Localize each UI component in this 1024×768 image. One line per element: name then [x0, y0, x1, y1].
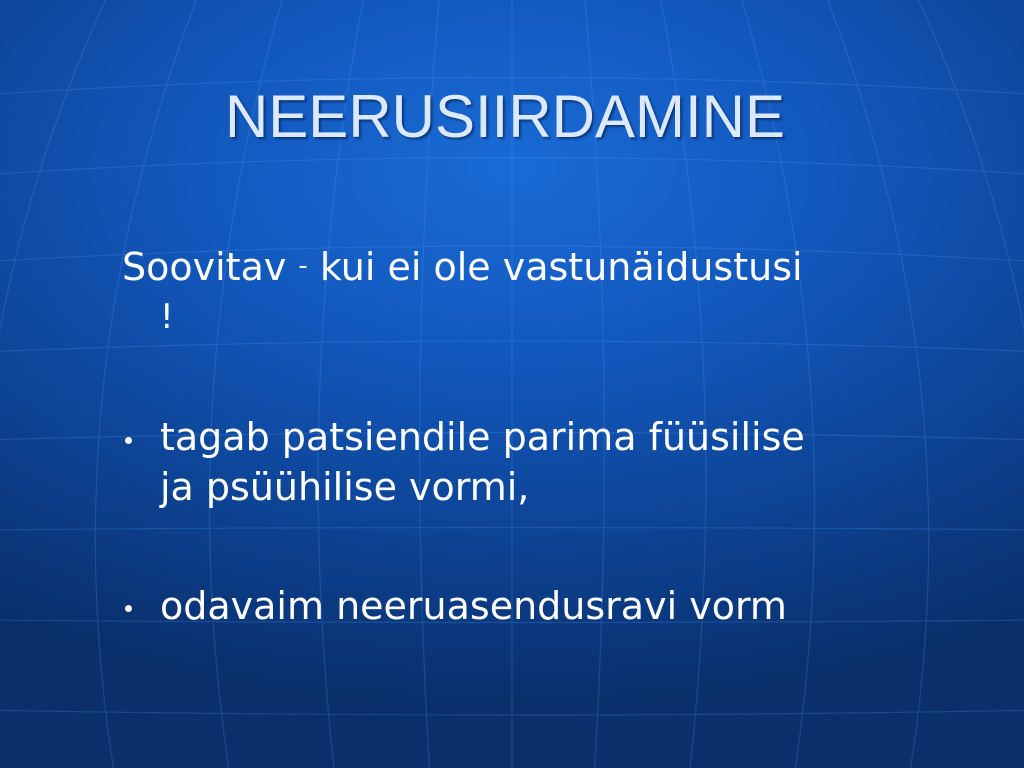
lead-exclamation: ! — [160, 297, 174, 337]
bullet-1-line-1: tagab patsiendile parima füüsilise — [160, 415, 805, 459]
lead-text-part-1: Soovitav — [122, 245, 299, 289]
lead-text-part-2: kui ei ole vastunäidustusi — [307, 245, 803, 289]
slide-title: NEERUSIIRDAMINE — [224, 83, 786, 150]
bullet-dot-icon — [125, 437, 132, 444]
bullet-dot-icon — [125, 605, 132, 612]
lead-dash: - — [298, 251, 308, 281]
bullet-2-line-1: odavaim neeruasendusravi vorm — [160, 584, 787, 628]
lead-text-line-1 — [122, 245, 803, 289]
bullet-1-line-2: ja psüühilise vormi, — [160, 465, 530, 509]
